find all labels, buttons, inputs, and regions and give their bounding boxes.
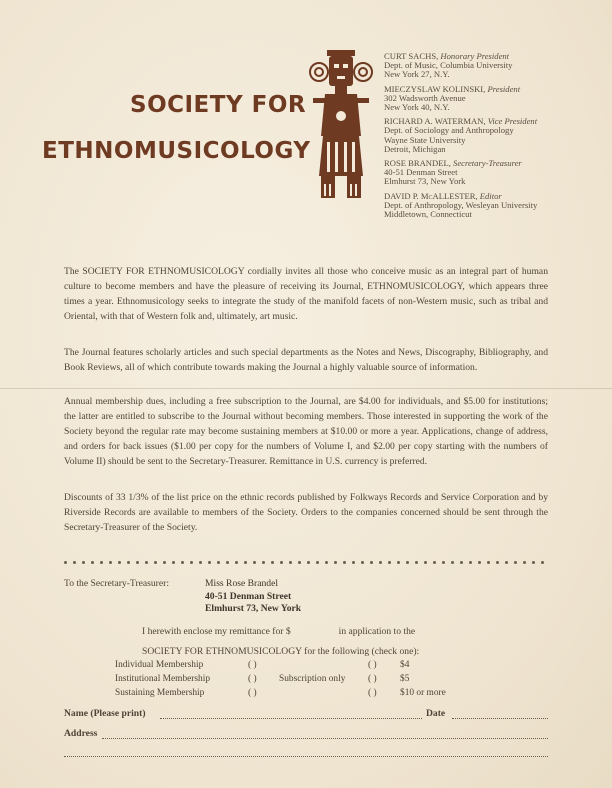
tear-dot <box>226 561 229 564</box>
name-label: Name (Please print) <box>64 708 146 719</box>
tear-dot <box>532 561 535 564</box>
tear-dot <box>442 561 445 564</box>
fold-crease <box>0 388 612 389</box>
tear-dot <box>190 561 193 564</box>
tear-dot <box>217 561 220 564</box>
address-field-line2[interactable] <box>64 756 548 757</box>
officer-waterman: RICHARD A. WATERMAN, Vice President Dept. of Sociology and Anthropology Wayne State University Detroit, Michigan <box>384 116 538 154</box>
institutional-membership-label: Institutional Membership <box>115 674 211 684</box>
tear-dot <box>181 561 184 564</box>
tear-dot <box>136 561 139 564</box>
tear-dot <box>127 561 130 564</box>
society-title-line2: ETHNOMUSICOLOGY <box>42 138 311 164</box>
intro-paragraph: The SOCIETY FOR ETHNOMUSICOLOGY cordially invites all those who conceive music as an integral part of human culture to become members and have the pleasure of receiving its Journal, ETHNOMUSICOLOGY, which appears three times a year. Ethnomusicology seeks to integrate the study of the manifold facets of non-Western music, such as tribal and Oriental, with that of Western folk and, ultimately, art music. <box>64 266 548 322</box>
individual-membership-checkbox[interactable]: ( ) <box>248 660 257 670</box>
tear-dot <box>334 561 337 564</box>
sustaining-amount: $10 or more <box>400 688 446 698</box>
dues-paragraph: Annual membership dues, including a free subscription to the Journal, are $4.00 for individuals, and $5.00 for institutions; the latter are entitled to subscribe to the Journal without becoming members. Those interested in supporting the work of the Society beyond the regular rate may become sustaining members at $10.00 or more a year. Applications, change of address, and orders for back issues ($1.00 per copy for the numbers of Volume I, and $2.00 per copy starting with the numbers of Volume II) should be sent to the Secretary-Treasurer. Remittance in U.S. currency is preferred. <box>64 396 548 467</box>
to-secretary-label: To the Secretary-Treasurer: <box>64 578 169 589</box>
sustaining-membership-checkbox[interactable]: ( ) <box>248 688 257 698</box>
remittance-line: I herewith enclose my remittance for $ in application to the <box>142 626 416 637</box>
tear-dot <box>244 561 247 564</box>
tear-dot <box>73 561 76 564</box>
tear-dot <box>352 561 355 564</box>
tear-dot <box>172 561 175 564</box>
officers-list <box>384 52 606 224</box>
tear-dot <box>451 561 454 564</box>
secretary-address: Miss Rose Brandel 40-51 Denman Street Elmhurst 73, New York <box>205 578 302 614</box>
date-label: Date <box>426 708 446 719</box>
tear-dot <box>469 561 472 564</box>
discounts-paragraph: Discounts of 33 1/3% of the list price on the ethnic records published by Folkways Records and Service Corporation and by Riverside Records are available to members of the Society. Orders to the companies concerned should be sent through the Secretary-Treasurer of the Society. <box>64 492 548 533</box>
tear-dot <box>145 561 148 564</box>
tear-dot <box>523 561 526 564</box>
tear-dot <box>388 561 391 564</box>
name-field[interactable] <box>160 718 422 719</box>
individual-amount: $4 <box>400 660 410 670</box>
tear-dot <box>316 561 319 564</box>
tear-dot <box>496 561 499 564</box>
officer-sachs: CURT SACHS, Honorary President Dept. of Music, Columbia University New York 27, N.Y. <box>384 51 513 80</box>
tear-dot <box>433 561 436 564</box>
tear-line-dots <box>64 553 550 559</box>
individual-membership-label: Individual Membership <box>115 660 204 670</box>
tear-dot <box>253 561 256 564</box>
tear-dot <box>397 561 400 564</box>
tear-dot <box>208 561 211 564</box>
address-label: Address <box>64 728 98 739</box>
tear-dot <box>379 561 382 564</box>
institutional-membership-checkbox[interactable]: ( ) <box>248 674 257 684</box>
tear-dot <box>163 561 166 564</box>
tear-dot <box>118 561 121 564</box>
officer-brandel: ROSE BRANDEL, Secretary-Treasurer 40-51 Denman Street Elmhurst 73, New York <box>384 158 522 187</box>
tear-dot <box>91 561 94 564</box>
tear-dot <box>109 561 112 564</box>
tear-dot <box>361 561 364 564</box>
tear-dot <box>505 561 508 564</box>
tear-dot <box>487 561 490 564</box>
tear-dot <box>271 561 274 564</box>
tear-dot <box>262 561 265 564</box>
officer-mcallester: DAVID P. McALLESTER, Editor Dept. of Anthropology, Wesleyan University Middletown, Connecticut <box>384 190 538 220</box>
figurine-logo-icon <box>305 44 377 204</box>
officer-kolinski: MIECZYSLAW KOLINSKI, President 302 Wadsworth Avenue New York 40, N.Y. <box>384 83 521 113</box>
tear-dot <box>514 561 517 564</box>
sustaining-amount-checkbox[interactable]: ( ) <box>368 688 377 698</box>
tear-dot <box>100 561 103 564</box>
tear-dot <box>460 561 463 564</box>
tear-dot <box>415 561 418 564</box>
tear-dot <box>424 561 427 564</box>
tear-dot <box>82 561 85 564</box>
tear-dot <box>406 561 409 564</box>
tear-dot <box>541 561 544 564</box>
date-field[interactable] <box>452 718 548 719</box>
journal-paragraph: The Journal features scholarly articles and such special departments as the Notes and News, Discography, Bibliography, and Book Reviews, all of which contribute towards making the Journal a highly valuable source of information. <box>64 347 548 373</box>
institutional-amount-checkbox[interactable]: ( ) <box>368 674 377 684</box>
address-field-line1[interactable] <box>102 738 548 739</box>
tear-dot <box>307 561 310 564</box>
tear-dot <box>325 561 328 564</box>
tear-dot <box>478 561 481 564</box>
tear-dot <box>235 561 238 564</box>
society-title-line1: SOCIETY FOR <box>130 92 307 118</box>
tear-dot <box>298 561 301 564</box>
sustaining-membership-label: Sustaining Membership <box>115 688 205 698</box>
tear-dot <box>289 561 292 564</box>
tear-dot <box>343 561 346 564</box>
tear-dot <box>64 561 67 564</box>
tear-dot <box>370 561 373 564</box>
institutional-amount: $5 <box>400 674 410 684</box>
subscription-only-label: Subscription only <box>279 674 346 684</box>
society-selection-line: SOCIETY FOR ETHNOMUSICOLOGY for the following (check one): <box>142 646 420 657</box>
tear-dot <box>280 561 283 564</box>
tear-dot <box>154 561 157 564</box>
tear-dot <box>199 561 202 564</box>
individual-amount-checkbox[interactable]: ( ) <box>368 660 377 670</box>
